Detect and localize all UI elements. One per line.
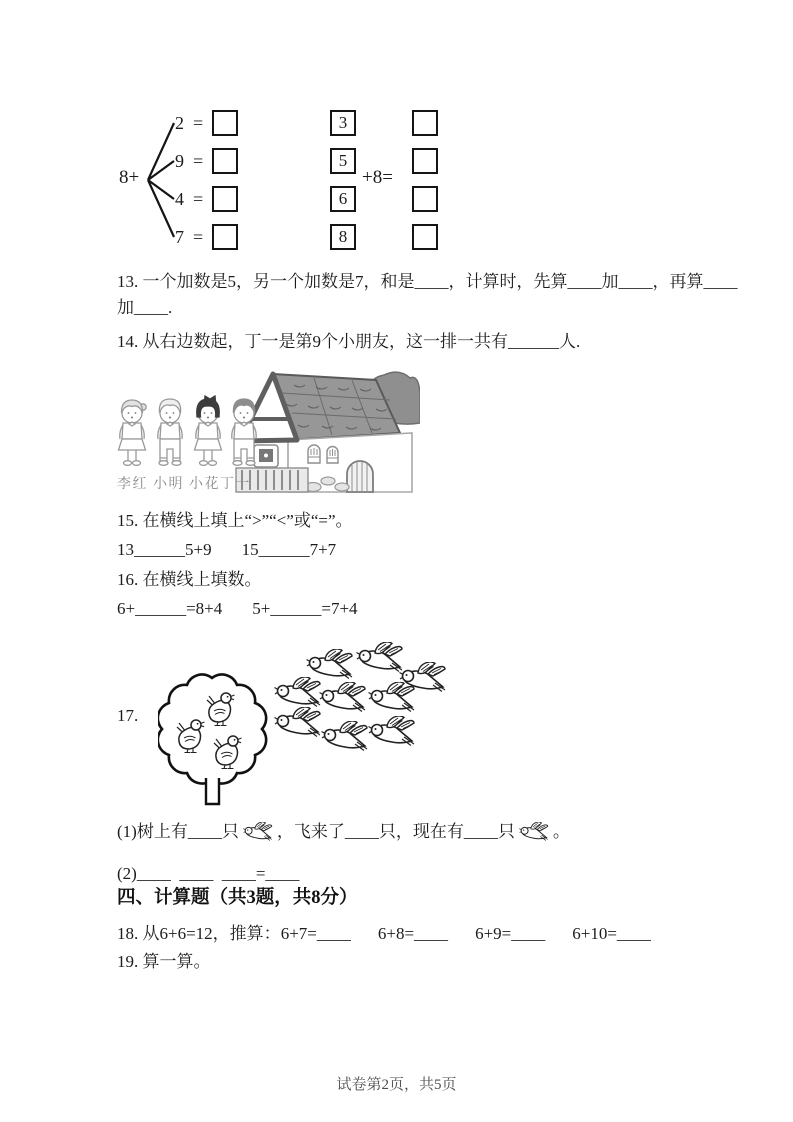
question-16-prompt: 16. 在横线上填数。 bbox=[117, 570, 262, 589]
answer-box bbox=[412, 110, 438, 136]
equation: 6+8=____ bbox=[377, 924, 449, 943]
tree-icon bbox=[158, 675, 266, 784]
flying-bird-icon bbox=[322, 721, 368, 751]
fan-addend bbox=[175, 186, 203, 212]
page-footer: 试卷第2页，共5页 bbox=[336, 1077, 457, 1093]
equation: 6+7=____ bbox=[280, 924, 351, 943]
door-shape bbox=[347, 461, 373, 492]
number-box: 6 bbox=[330, 186, 356, 212]
question-15-prompt: 15. 在横线上填上“>”“<”或“=”。 bbox=[117, 511, 353, 530]
answer-box bbox=[212, 224, 238, 250]
equals-sign: = bbox=[193, 151, 204, 171]
child-boy-2 bbox=[232, 399, 256, 465]
flying-bird-icon bbox=[243, 822, 273, 842]
equation: 6+10=____ bbox=[572, 924, 651, 943]
fan-addend bbox=[175, 224, 203, 250]
question-17-part1-text-b: ，飞来了____只，现在有____只 bbox=[276, 822, 515, 841]
flying-bird-icon bbox=[519, 822, 549, 842]
question-17-part1-text-c: 。 bbox=[552, 822, 570, 841]
question-17-part2: (2)____ ____ ____=____ bbox=[117, 864, 300, 883]
question-16-equations bbox=[117, 597, 358, 621]
equation: 15______7+7 bbox=[241, 540, 337, 559]
flying-bird-icon bbox=[369, 716, 415, 746]
answer-box bbox=[412, 148, 438, 174]
fan-addend-value: 7 bbox=[175, 227, 184, 247]
equation: 5+______=7+4 bbox=[252, 599, 358, 618]
section-4-title: 四、计算题（共3题，共8分） bbox=[117, 888, 358, 908]
tree-trunk bbox=[206, 778, 219, 804]
fan-lead-number: 8+ bbox=[119, 167, 140, 188]
equals-sign: = bbox=[193, 189, 204, 209]
answer-box bbox=[412, 224, 438, 250]
question-18 bbox=[117, 922, 651, 946]
equation: 13______5+9 bbox=[117, 540, 212, 559]
fan-addend-value: 2 bbox=[175, 113, 184, 133]
question-17-part1-text-a: (1)树上有____只 bbox=[117, 822, 239, 841]
flying-bird-icon bbox=[275, 707, 321, 737]
fan-addition-exercise bbox=[117, 95, 457, 257]
fan-addend-value: 9 bbox=[175, 151, 184, 171]
plus-eight-equals-label: +8= bbox=[362, 167, 393, 188]
equation: 6+9=____ bbox=[475, 924, 546, 943]
equals-sign: = bbox=[193, 227, 204, 247]
fan-addend-value: 4 bbox=[175, 189, 184, 209]
child-girl-1 bbox=[119, 400, 147, 465]
number-box: 8 bbox=[330, 224, 356, 250]
fan-lines bbox=[117, 95, 457, 257]
question-13-line2: 加____. bbox=[117, 298, 173, 317]
children-names-caption: 李红 小明 小花丁一 bbox=[117, 477, 251, 492]
question-14-text: 14. 从右边数起，丁一是第9个小朋友，这一排一共有______人. bbox=[117, 332, 581, 351]
question-17-part1 bbox=[117, 820, 570, 844]
equals-sign: = bbox=[193, 113, 204, 133]
answer-box bbox=[212, 148, 238, 174]
answer-box bbox=[412, 186, 438, 212]
flying-bird-icon bbox=[357, 642, 403, 672]
tree-birds-illustration bbox=[158, 641, 458, 819]
answer-box bbox=[212, 186, 238, 212]
question-17-number: 17. bbox=[117, 706, 139, 725]
flying-bird-icon bbox=[320, 682, 366, 712]
fan-addend bbox=[175, 110, 203, 136]
child-girl-2 bbox=[195, 396, 222, 465]
flying-bird-icon bbox=[307, 649, 353, 679]
question-18-intro: 18. 从6+6=12，推算： bbox=[117, 924, 281, 943]
children-group bbox=[119, 396, 257, 465]
question-13-line1: 13. 一个加数是5，另一个加数是7，和是____，计算时，先算____加____，再算____ bbox=[117, 272, 738, 291]
question-15-equations bbox=[117, 538, 336, 562]
flying-bird-icon bbox=[369, 682, 415, 712]
equation: 6+______=8+4 bbox=[117, 599, 223, 618]
child-boy-1 bbox=[158, 399, 182, 465]
flying-bird-icon bbox=[275, 677, 321, 707]
fan-addend bbox=[175, 148, 203, 174]
number-box: 5 bbox=[330, 148, 356, 174]
question-19-text: 19. 算一算。 bbox=[117, 952, 211, 971]
answer-box bbox=[212, 110, 238, 136]
number-box: 3 bbox=[330, 110, 356, 136]
